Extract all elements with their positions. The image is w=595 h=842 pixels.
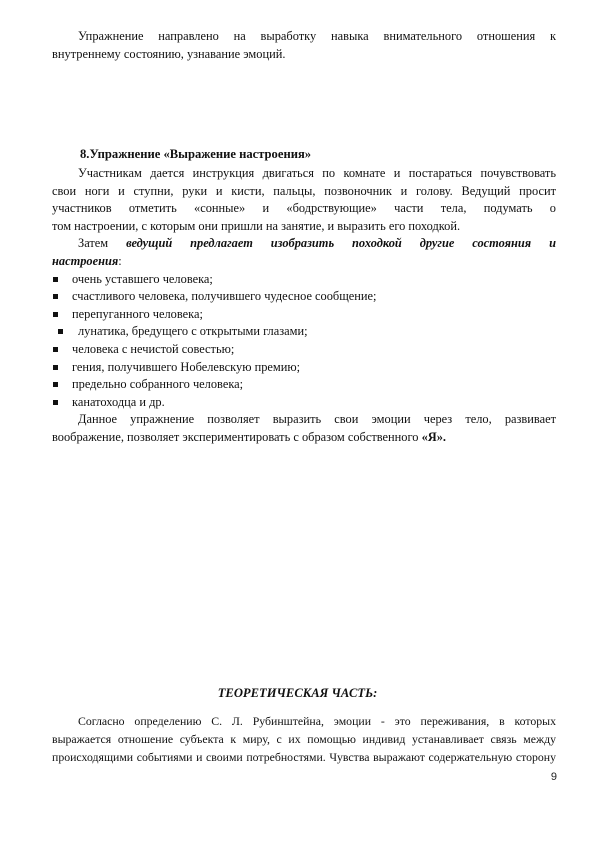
theory-line-3: происходящими событиями и своими потребностями. Чувства выражают содержательную сторону bbox=[52, 750, 556, 765]
bullet-square-icon bbox=[53, 294, 58, 299]
exercise-para1-line-3: участников отметить «сонные» и «бодрствующие» части тела, подумать о bbox=[52, 201, 556, 216]
theory-line-1: Согласно определению С. Л. Рубинштейна, эмоции - это переживания, в которых bbox=[78, 714, 556, 728]
list-item-text: канатоходца и др. bbox=[72, 394, 165, 409]
list-item-text: гения, получившего Нобелевскую премию; bbox=[72, 359, 301, 374]
theory-section-title: ТЕОРЕТИЧЕСКАЯ ЧАСТЬ: bbox=[217, 686, 378, 700]
bullet-square-icon bbox=[53, 365, 58, 370]
list-item-text: перепуганного человека; bbox=[72, 306, 203, 321]
exercise-para2-line-2 bbox=[52, 253, 556, 271]
exercise-para2-bold-1: ведущий предлагает изобразить походкой другие состояния и bbox=[126, 236, 556, 251]
list-item-text: счастливого человека, получившего чудесное сообщение; bbox=[72, 289, 377, 304]
exercise-para2-prefix: Затем bbox=[78, 236, 109, 251]
list-item-text: лунатика, бредущего с открытыми глазами; bbox=[78, 324, 308, 339]
bullet-square-icon bbox=[53, 277, 58, 282]
exercise-title: 8.Упражнение «Выражение настроения» bbox=[80, 147, 312, 161]
list-item bbox=[52, 341, 556, 359]
intro-paragraph bbox=[52, 28, 556, 63]
bullet-square-icon bbox=[53, 382, 58, 387]
intro-line-1: Упражнение направлено на выработку навыка внимательного отношения к bbox=[78, 29, 556, 43]
list-item bbox=[52, 288, 556, 306]
page-number: 9 bbox=[550, 771, 557, 783]
theory-paragraph bbox=[52, 712, 556, 767]
list-item-text: человека с нечистой совестью; bbox=[72, 341, 235, 356]
exercise-body bbox=[52, 165, 556, 447]
bullet-square-icon bbox=[58, 329, 63, 334]
list-item bbox=[52, 376, 556, 394]
list-item-text: предельно собранного человека; bbox=[72, 377, 244, 392]
list-item bbox=[52, 323, 556, 341]
closing-line-2-text: воображение, позволяет экспериментировать с образом собственного bbox=[52, 429, 419, 444]
exercise-para1-line-4: том настроении, с которым они пришли на занятие, и выразить его походкой. bbox=[52, 218, 461, 233]
closing-line-1: Данное упражнение позволяет выразить свои эмоции через тело, развивает bbox=[78, 412, 556, 427]
theory-line-2: выражается отношение субъекта к миру, с их помощью индивид устанавливает связь между bbox=[52, 732, 556, 747]
intro-line-2: внутреннему состоянию, узнавание эмоций. bbox=[52, 46, 286, 61]
closing-line-2-bold: «Я». bbox=[421, 429, 447, 444]
exercise-para2-line-1 bbox=[52, 235, 556, 253]
list-item bbox=[52, 271, 556, 289]
list-item-text: очень уставшего человека; bbox=[72, 271, 213, 286]
bullet-square-icon bbox=[53, 347, 58, 352]
list-item bbox=[52, 359, 556, 377]
closing-line-2 bbox=[52, 429, 556, 447]
exercise-para2-bold-2: настроения bbox=[52, 253, 119, 268]
exercise-para1-line-1: Участникам дается инструкция двигаться по комнате и постараться почувствовать bbox=[78, 166, 556, 180]
exercise-para2-suffix: : bbox=[118, 253, 122, 268]
list-item bbox=[52, 306, 556, 324]
states-list bbox=[52, 271, 556, 412]
bullet-square-icon bbox=[53, 312, 58, 317]
bullet-square-icon bbox=[53, 400, 58, 405]
list-item bbox=[52, 394, 556, 412]
exercise-para1-line-2: свои ноги и ступни, руки и кисти, пальцы, позвоночник и голову. Ведущий просит bbox=[52, 183, 556, 198]
